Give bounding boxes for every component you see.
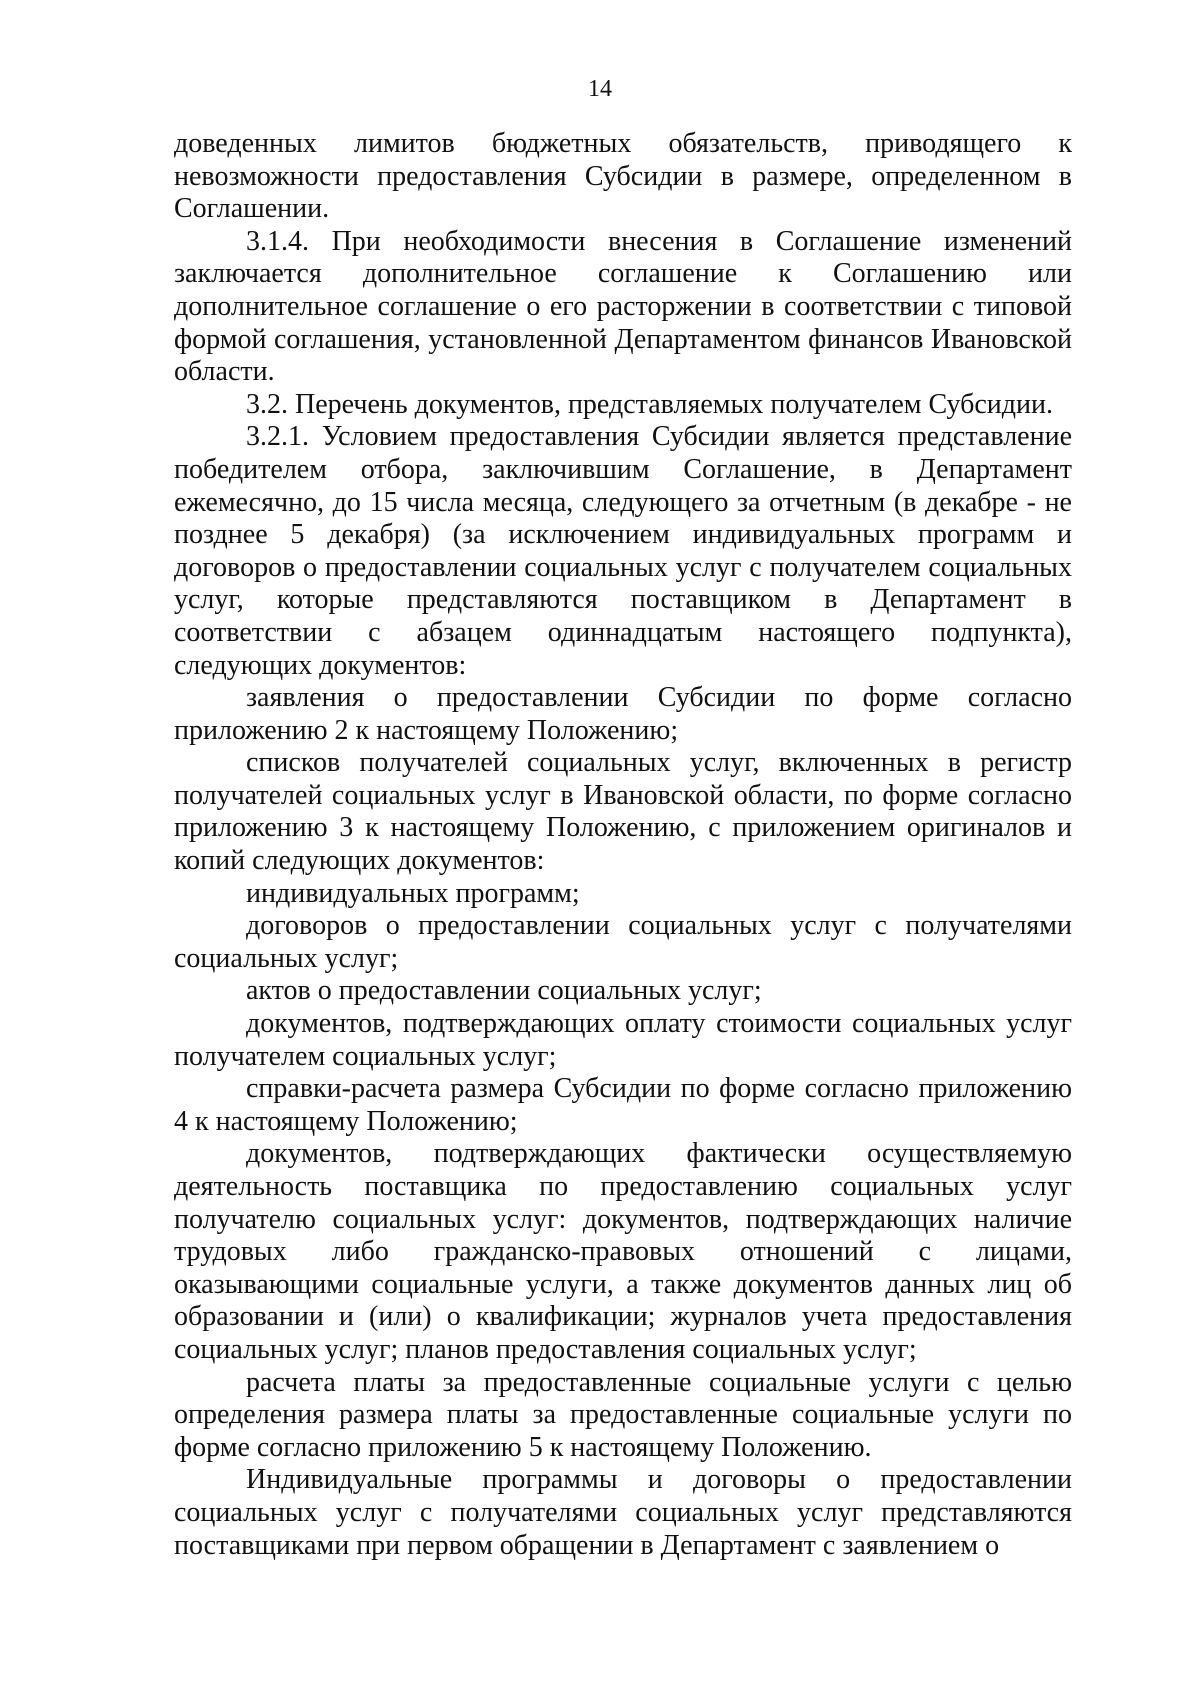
paragraph: справки-расчета размера Субсидии по форме согласно приложению 4 к настоящему Положению; <box>174 1073 1072 1137</box>
document-body <box>174 128 1072 1562</box>
paragraph: договоров о предоставлении социальных услуг с получателями социальных услуг; <box>174 910 1072 974</box>
paragraph: актов о предоставлении социальных услуг; <box>246 975 762 1007</box>
paragraph: Индивидуальные программы и договоры о предоставлении социальных услуг с получателями социальных услуг представляются поставщиками при первом обращении в Департамент с заявлением о <box>174 1464 1072 1561</box>
paragraph: 3.2. Перечень документов, представляемых получателем Субсидии. <box>246 388 1053 420</box>
paragraph: индивидуальных программ; <box>246 877 580 909</box>
paragraph: заявления о предоставлении Субсидии по форме согласно приложению 2 к настоящему Положению; <box>174 682 1072 746</box>
paragraph: расчета платы за предоставленные социальные услуги с целью определения размера платы за предоставленные социальные услуги по форме согласно приложению 5 к настоящему Положению. <box>174 1366 1072 1463</box>
page-number: 14 <box>588 76 612 102</box>
paragraph: 3.2.1. Условием предоставления Субсидии является представление победителем отбора, заключившим Соглашение, в Департамент ежемесячно, до 15 числа месяца, следующего за отчетным (в декабре - не позднее 5 декабря) (за исключением индивидуальных программ и договоров о предоставлении социальных услуг с получателем социальных услуг, которые представляются поставщиком в Департамент в соответствии с абзацем одиннадцатым настоящего подпункта), следующих документов: <box>174 421 1072 681</box>
paragraph: доведенных лимитов бюджетных обязательств, приводящего к невозможности предоставления Субсидии в размере, определенном в Соглашении. <box>174 128 1072 225</box>
paragraph: списков получателей социальных услуг, включенных в регистр получателей социальных услуг в Ивановской области, по форме согласно приложению 3 к настоящему Положению, с приложением оригиналов и копий следующих документов: <box>174 747 1072 877</box>
paragraph: документов, подтверждающих оплату стоимости социальных услуг получателем социальных услуг; <box>174 1008 1072 1072</box>
paragraph: 3.1.4. При необходимости внесения в Соглашение изменений заключается дополнительное соглашение к Соглашению или дополнительное соглашение о его расторжении в соответствии с типовой формой соглашения, установленной Департаментом финансов Ивановской области. <box>174 225 1072 388</box>
paragraph: документов, подтверждающих фактически осуществляемую деятельность поставщика по предоставлению социальных услуг получателю социальных услуг: документов, подтверждающих наличие трудовых либо гражданско-правовых отношений с лицами, оказывающими социальные услуги, а также документов данных лиц об образовании и (или) о квалификации; журналов учета предоставления социальных услуг; планов предоставления социальных услуг; <box>174 1138 1072 1365</box>
